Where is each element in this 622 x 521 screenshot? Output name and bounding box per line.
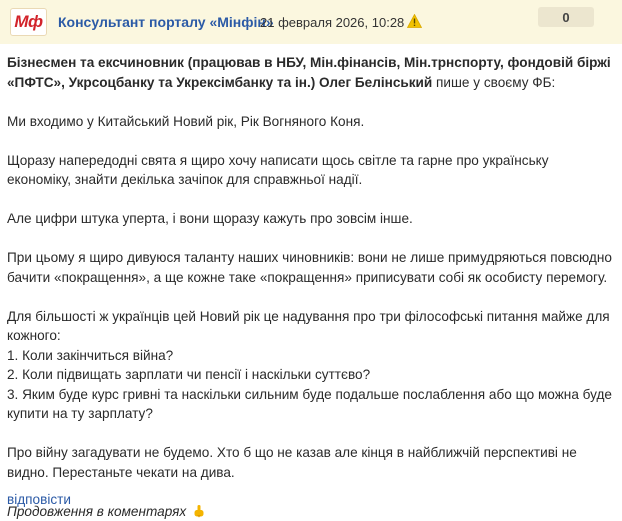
minfin-logo[interactable]: Мф bbox=[10, 8, 47, 36]
pointing-down-hand-icon bbox=[190, 504, 206, 519]
post-body bbox=[7, 53, 615, 521]
question-item: 2. Коли підвищать зарплати чи пенсії і наскільки суттєво? bbox=[7, 365, 615, 385]
paragraph-3: Але цифри штука уперта, і вони щоразу кажуть про зовсім інше. bbox=[7, 209, 615, 229]
rating-score[interactable]: 0 bbox=[538, 7, 594, 27]
post-header bbox=[0, 0, 622, 44]
paragraph-5-intro: Для більшості ж українців цей Новий рік це надування про три філософські питання майже для кожного: bbox=[7, 307, 615, 346]
lead-rest-text: пише у своєму ФБ: bbox=[432, 75, 555, 90]
author-link[interactable]: Консультант порталу «Мінфін» bbox=[58, 14, 274, 30]
paragraph-4: При цьому я щиро дивуюся таланту наших чиновників: вони не лише примудряються повсюдно бачити «покращення», а ще кожне таке «покращення» приписувати собі як особисту перемогу. bbox=[7, 248, 615, 287]
continuation-note bbox=[7, 502, 615, 521]
lead-bold-text: Бізнесмен та ексчиновник (працював в НБУ, Мін.фінансів, Мін.трнспорту, фондовій біржі «ПФТС», Укрсоцбанку та Укрексімбанку та ін.) Олег Белінський bbox=[7, 55, 611, 90]
question-item: 1. Коли закінчиться війна? bbox=[7, 346, 615, 366]
post-timestamp: 21 февраля 2026, 10:28 bbox=[260, 15, 404, 30]
post-lead bbox=[7, 53, 615, 92]
paragraph-6: Про війну загадувати не будемо. Хто б що не казав але кінця в найближчій перспективі не видно. Перестаньте чекати на дива. bbox=[7, 443, 615, 482]
warning-triangle-icon[interactable] bbox=[407, 14, 422, 28]
paragraph-2: Щоразу напередодні свята я щиро хочу написати щось світле та гарне про українську економіку, знайти декілька зачіпок для справжньої надії. bbox=[7, 151, 615, 190]
paragraph-1: Ми входимо у Китайський Новий рік, Рік Вогняного Коня. bbox=[7, 112, 615, 132]
continuation-text: Продовження в коментарях bbox=[7, 504, 186, 519]
question-item: 3. Яким буде курс гривні та наскільки сильним буде подальше послаблення або що можна буде купити на ту зарплату? bbox=[7, 385, 615, 424]
reply-link[interactable]: відповісти bbox=[7, 492, 71, 507]
